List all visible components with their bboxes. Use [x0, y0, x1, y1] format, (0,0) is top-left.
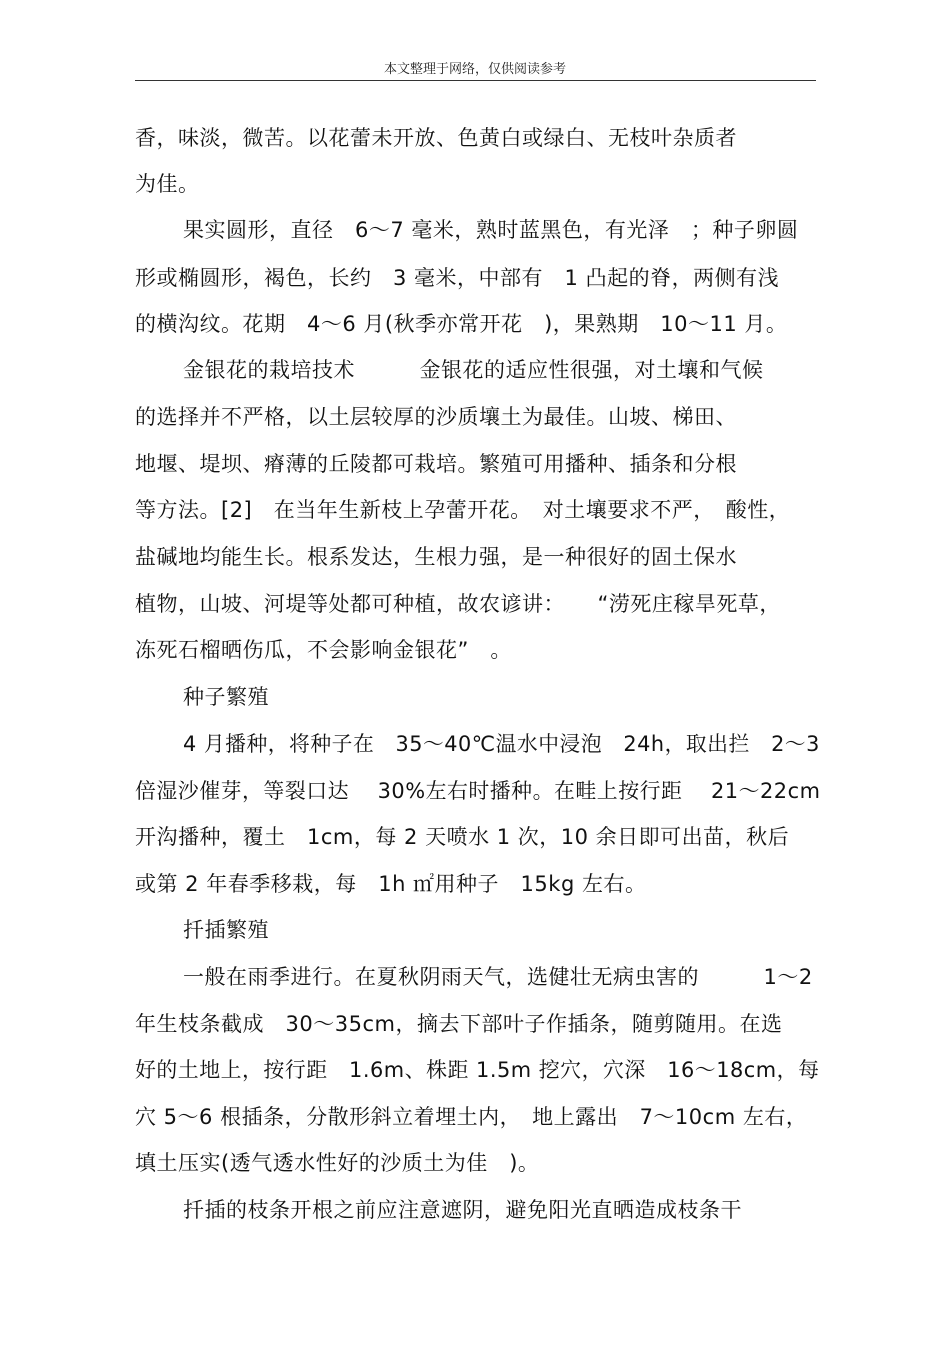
- page-header: 本文整理于网络，仅供阅读参考: [383, 62, 566, 77]
- text-line: 盐碱地均能生长。根系发达，生根力强，是一种很好的固土保水: [135, 545, 737, 569]
- text-line: 为佳。: [135, 172, 200, 196]
- text-line: 填土压实(透气透水性好的沙质土为佳 )。: [135, 1151, 540, 1175]
- text-line: 果实圆形，直径 6～7 毫米，熟时蓝黑色，有光泽 ；种子卵圆: [183, 218, 799, 242]
- text-line: 年生枝条截成 30～35cm，摘去下部叶子作插条，随剪随用。在选: [135, 1012, 783, 1036]
- text-line: 的选择并不严格，以土层较厚的沙质壤土为最佳。山坡、梯田、: [135, 405, 737, 429]
- text-line: 植物，山坡、河堤等处都可种植，故农谚讲： “涝死庄稼旱死草，: [135, 592, 781, 616]
- section-heading: 种子繁殖: [183, 685, 269, 709]
- text-line: 地堰、堤坝、瘠薄的丘陵都可栽培。繁殖可用播种、插条和分根: [135, 452, 737, 476]
- text-line: 的横沟纹。花期 4～6 月(秋季亦常开花 )，果熟期 10～11 月。: [135, 312, 788, 336]
- text-line: 扦插的枝条开根之前应注意遮阴，避免阳光直晒造成枝条干: [183, 1198, 742, 1222]
- header-rule: [135, 80, 816, 81]
- text-line: 4 月播种，将种子在 35～40℃温水中浸泡 24h，取出拦 2～3: [183, 732, 820, 756]
- text-line: 冻死石榴晒伤瓜，不会影响金银花” 。: [135, 638, 512, 662]
- section-heading: 扦插繁殖: [183, 918, 269, 942]
- text-line: 香，味淡，微苦。以花蕾未开放、色黄白或绿白、无枝叶杂质者: [135, 126, 737, 150]
- text-line: 开沟播种，覆土 1cm，每 2 天喷水 1 次，10 余日即可出苗，秋后: [135, 825, 790, 849]
- text-line: 好的土地上，按行距 1.6m、株距 1.5m 挖穴，穴深 16～18cm，每: [135, 1058, 820, 1082]
- text-line: 形或椭圆形，褐色，长约 3 毫米，中部有 1 凸起的脊，两侧有浅: [135, 266, 780, 290]
- text-line: 一般在雨季进行。在夏秋阴雨天气，选健壮无病虫害的 1～2: [183, 965, 813, 989]
- text-line: 或第 2 年春季移栽，每 1h ㎡用种子 15kg 左右。: [135, 872, 647, 896]
- text-line: 金银花的栽培技术 金银花的适应性很强，对土壤和气候: [183, 358, 764, 382]
- text-line: 等方法。[2] 在当年生新枝上孕蕾开花。 对土壤要求不严， 酸性，: [135, 498, 791, 522]
- text-line: 穴 5～6 根插条，分散形斜立着埋土内， 地上露出 7～10cm 左右，: [135, 1105, 808, 1129]
- text-line: 倍湿沙催芽，等裂口达 30%左右时播种。在畦上按行距 21～22cm: [135, 779, 821, 803]
